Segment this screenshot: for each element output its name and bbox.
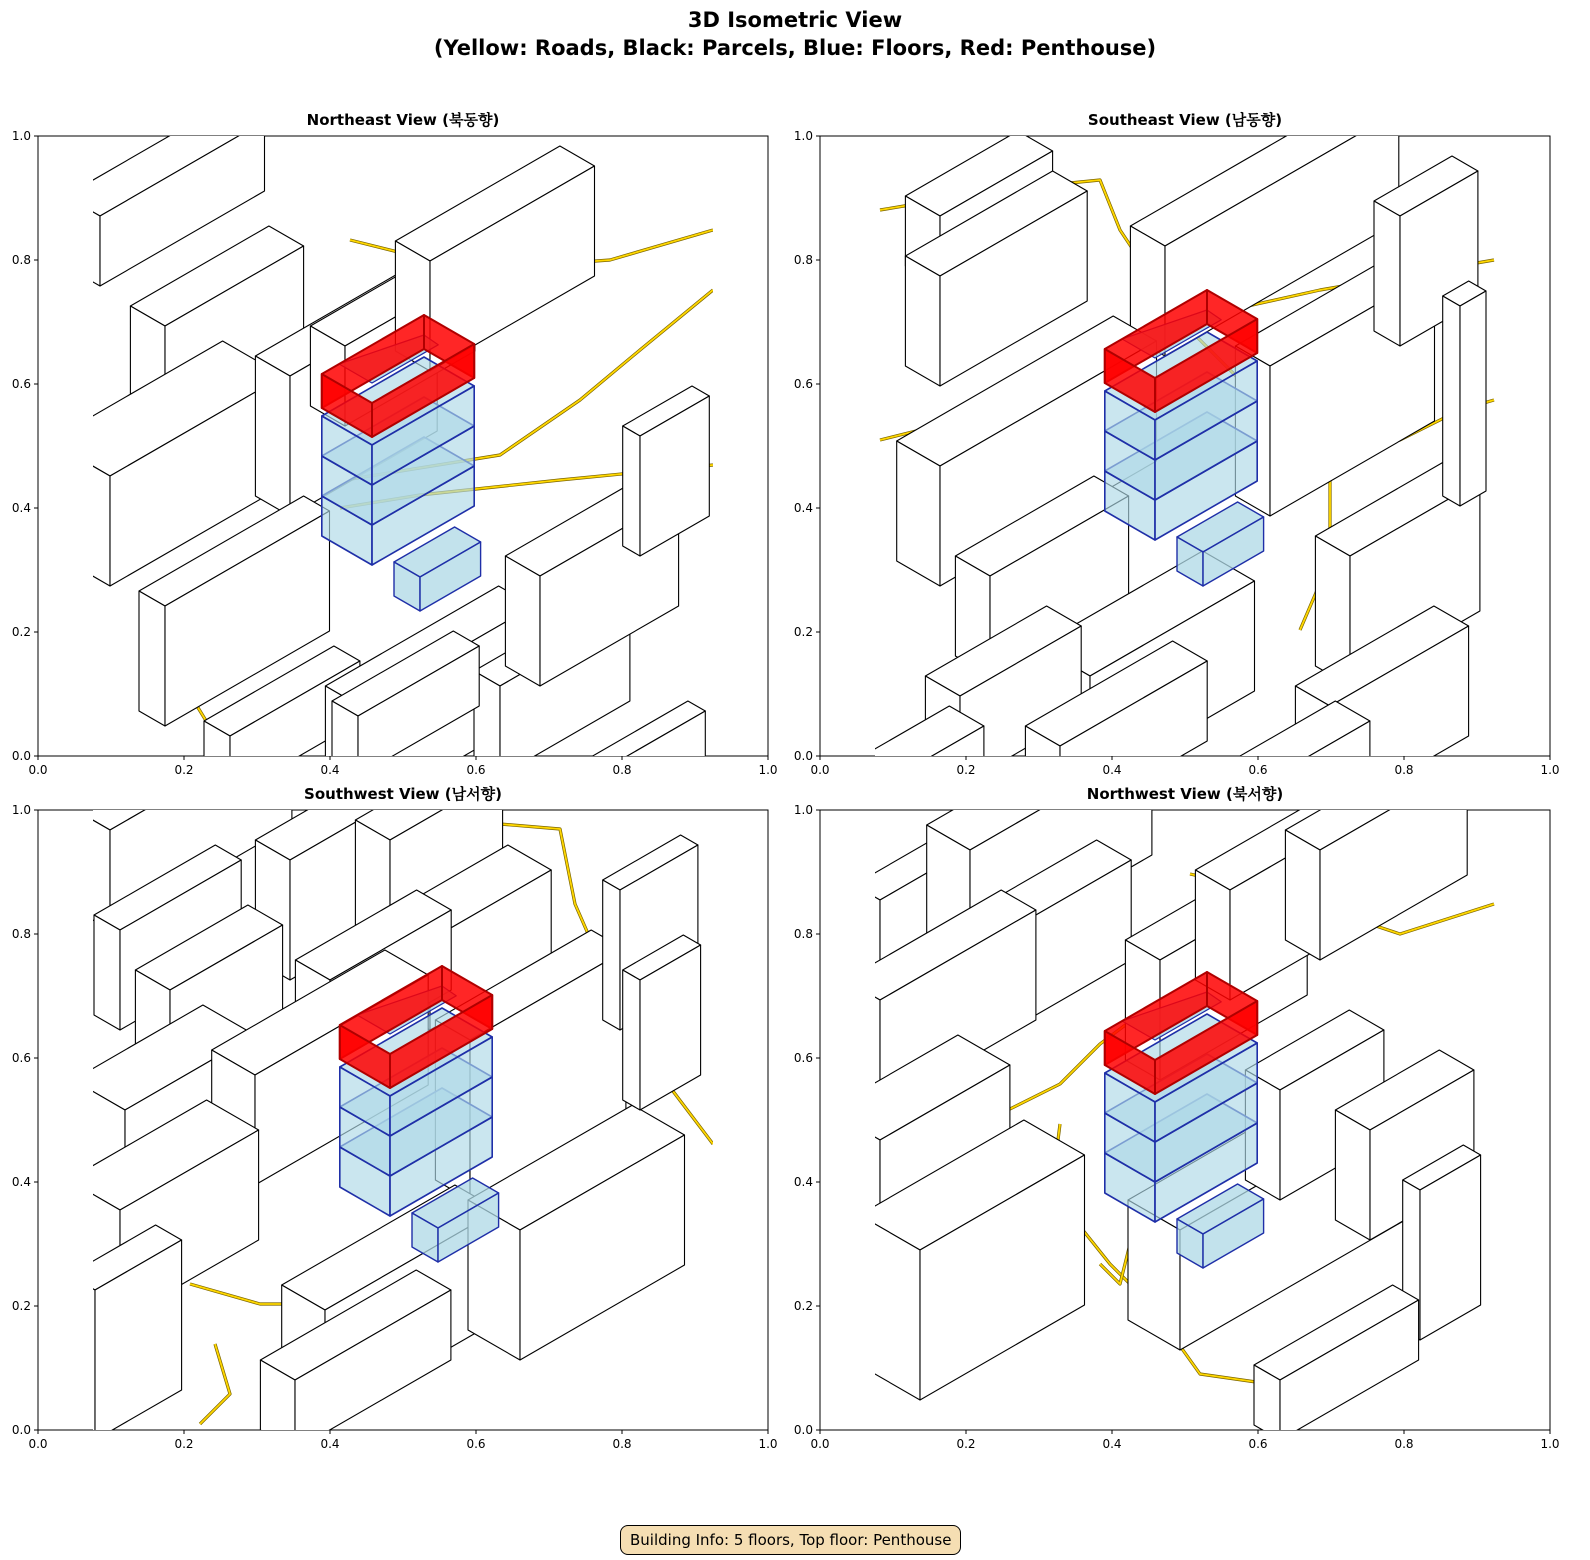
x-tick-label: 1.0 xyxy=(1540,763,1560,777)
x-tick-label: 0.0 xyxy=(28,1437,48,1451)
building-left-wall xyxy=(845,980,880,1110)
y-tick-label: 0.4 xyxy=(793,501,813,515)
x-tick-label: 0.2 xyxy=(174,1437,194,1451)
building-right-wall xyxy=(1460,291,1486,506)
building-left-wall xyxy=(623,426,640,556)
y-tick-label: 0.2 xyxy=(793,1299,813,1313)
x-tick-label: 0.8 xyxy=(1394,1437,1414,1451)
target-building xyxy=(340,966,499,1262)
y-tick-label: 1.0 xyxy=(793,803,813,817)
y-tick-label: 0.6 xyxy=(793,377,813,391)
x-tick-label: 0.4 xyxy=(320,763,340,777)
y-tick-label: 0.6 xyxy=(11,377,31,391)
panel-plot-southwest xyxy=(0,784,780,1449)
building-info-box: Building Info: 5 floors, Top floor: Penthouse xyxy=(620,1525,961,1555)
y-tick-label: 0.8 xyxy=(793,927,813,941)
x-tick-label: 0.0 xyxy=(810,1437,830,1451)
y-tick-label: 0.4 xyxy=(11,1175,31,1189)
y-tick-label: 1.0 xyxy=(793,129,813,143)
y-tick-label: 0.2 xyxy=(793,625,813,639)
panel-plot-northwest xyxy=(782,784,1562,1449)
scene xyxy=(58,695,713,1450)
building-left-wall xyxy=(828,1110,880,1260)
scene-content xyxy=(49,101,713,846)
x-tick-label: 0.6 xyxy=(466,1437,486,1451)
parcel-building xyxy=(623,386,710,556)
x-tick-label: 0.6 xyxy=(466,763,486,777)
building-left-wall xyxy=(1335,1110,1370,1240)
parcel-building xyxy=(1254,1285,1419,1440)
panel-northeast-view xyxy=(0,110,778,777)
figure-title-line1: 3D Isometric View xyxy=(687,8,903,32)
building-left-wall xyxy=(603,880,620,1030)
building-left-wall xyxy=(255,356,290,516)
y-tick-label: 0.0 xyxy=(793,1423,813,1437)
scene xyxy=(49,101,713,846)
parcel-building xyxy=(1285,745,1467,960)
building-left-wall xyxy=(623,970,640,1110)
building-left-wall xyxy=(139,591,165,726)
panel-southwest-view xyxy=(0,784,778,1451)
panel-plot-northeast xyxy=(0,110,780,775)
x-tick-label: 0.4 xyxy=(1102,763,1122,777)
parcel-building xyxy=(1443,281,1486,506)
x-tick-label: 1.0 xyxy=(758,763,778,777)
y-tick-label: 0.0 xyxy=(11,749,31,763)
x-tick-label: 0.8 xyxy=(612,763,632,777)
x-tick-label: 0.6 xyxy=(1248,763,1268,777)
scene-content xyxy=(845,91,1494,876)
target-building xyxy=(322,315,481,611)
y-tick-label: 0.8 xyxy=(11,927,31,941)
y-tick-label: 1.0 xyxy=(11,803,31,817)
y-tick-label: 0.6 xyxy=(793,1051,813,1065)
x-tick-label: 0.8 xyxy=(612,1437,632,1451)
x-tick-label: 0.8 xyxy=(1394,763,1414,777)
road-edge xyxy=(200,1344,230,1424)
x-tick-label: 0.2 xyxy=(956,763,976,777)
parcel-building xyxy=(69,1225,182,1440)
scene xyxy=(828,720,1494,1440)
building-left-wall xyxy=(854,885,880,970)
figure-title xyxy=(0,6,1590,62)
y-tick-label: 0.0 xyxy=(793,749,813,763)
x-tick-label: 0.6 xyxy=(1248,1437,1268,1451)
x-tick-label: 0.2 xyxy=(174,763,194,777)
y-tick-label: 0.4 xyxy=(11,501,31,515)
y-tick-label: 0.6 xyxy=(11,1051,31,1065)
x-tick-label: 0.0 xyxy=(810,763,830,777)
panel-plot-southeast xyxy=(782,110,1562,775)
building-left-wall xyxy=(94,915,120,1030)
figure-title-line2: (Yellow: Roads, Black: Parcels, Blue: Floors, Red: Penthouse) xyxy=(433,36,1157,60)
y-tick-label: 0.8 xyxy=(793,253,813,267)
scene-content xyxy=(828,720,1494,1440)
y-tick-label: 0.4 xyxy=(793,1175,813,1189)
building-left-wall xyxy=(1443,296,1460,506)
scene-content xyxy=(58,695,713,1450)
panel-title: Southeast View (남동향) xyxy=(1087,111,1283,129)
panel-title: Northeast View (북동향) xyxy=(306,111,500,129)
panel-title: Southwest View (남서향) xyxy=(304,785,502,803)
building-left-wall xyxy=(1374,201,1400,346)
x-tick-label: 0.0 xyxy=(28,763,48,777)
building-left-wall xyxy=(505,556,540,686)
building-left-wall xyxy=(69,1275,95,1440)
building-left-wall xyxy=(905,256,940,386)
parcel-building xyxy=(925,606,1081,786)
y-tick-label: 1.0 xyxy=(11,129,31,143)
scene xyxy=(845,91,1494,876)
building-left-wall xyxy=(1285,830,1320,960)
x-tick-label: 0.4 xyxy=(320,1437,340,1451)
y-tick-label: 0.0 xyxy=(11,1423,31,1437)
x-tick-label: 1.0 xyxy=(1540,1437,1560,1451)
x-tick-label: 0.2 xyxy=(956,1437,976,1451)
x-tick-label: 0.4 xyxy=(1102,1437,1122,1451)
y-tick-label: 0.2 xyxy=(11,1299,31,1313)
panel-title: Northwest View (북서향) xyxy=(1086,785,1284,803)
panel-northwest-view xyxy=(782,784,1560,1451)
y-tick-label: 0.8 xyxy=(11,253,31,267)
x-tick-label: 1.0 xyxy=(758,1437,778,1451)
y-tick-label: 0.2 xyxy=(11,625,31,639)
panel-southeast-view xyxy=(782,110,1560,777)
building-left-wall xyxy=(897,441,940,586)
